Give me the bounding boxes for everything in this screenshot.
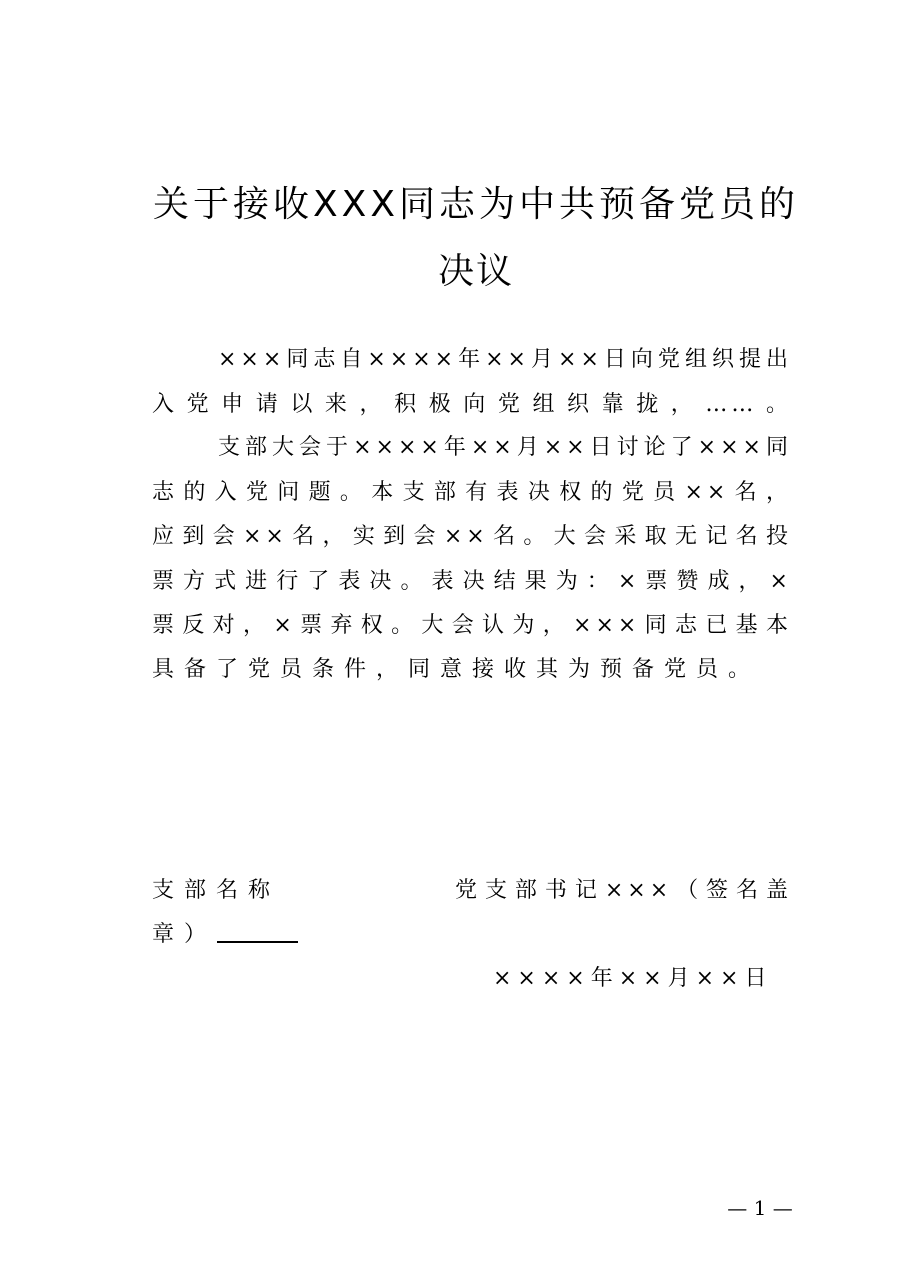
signature-blank-line — [217, 941, 298, 943]
paragraph2-line3: 应到会××名，实到会××名。大会采取无记名投 — [152, 524, 792, 549]
paragraph1-line1: ×××同志自××××年××月××日向党组织提出 — [218, 347, 792, 372]
document-date: ××××年××月××日 — [493, 966, 773, 991]
branch-name-label: 支部名称 — [152, 878, 281, 903]
secretary-signature-continuation: 章） — [152, 922, 217, 947]
paragraph2-line4: 票方式进行了表决。表决结果为：×票赞成，× — [152, 569, 792, 594]
paragraph2-line5: 票反对，×票弃权。大会认为，×××同志已基本 — [152, 613, 792, 638]
paragraph1-line2: 入党申请以来，积极向党组织靠拢，……。 — [152, 392, 792, 417]
paragraph2-line1: 支部大会于××××年××月××日讨论了×××同 — [218, 435, 792, 460]
secretary-signature-label: 党支部书记×××（签名盖 — [455, 878, 792, 903]
page-number: — 1 — — [727, 1196, 793, 1220]
document-title-line1: 关于接收XXX同志为中共预备党员的 — [153, 184, 799, 225]
document-title-line2: 决议 — [437, 251, 514, 292]
paragraph2-line2: 志的入党问题。本支部有表决权的党员××名， — [152, 480, 792, 505]
paragraph2-line6: 具备了党员条件，同意接收其为预备党员。 — [152, 657, 761, 682]
